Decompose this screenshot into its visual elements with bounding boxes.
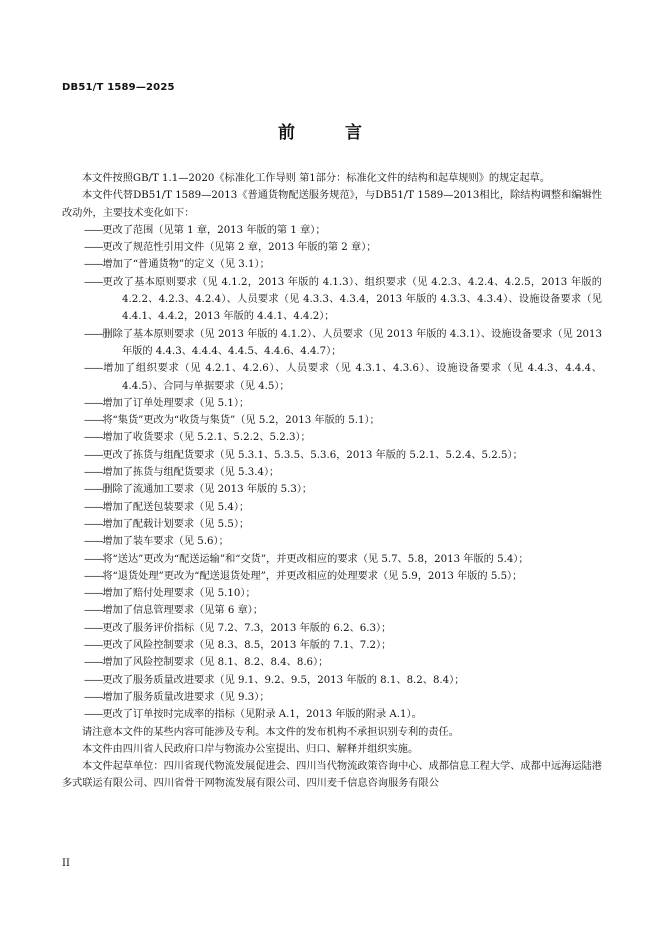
change-text: 更改了服务质量改进要求（见 9.1、9.2、9.5，2013 年版的 8.1、8.2、8.4）；	[102, 674, 465, 686]
changes-list	[62, 222, 602, 724]
list-dash: ——	[84, 691, 103, 703]
change-list-item	[62, 620, 602, 637]
change-text: 增加了信息管理要求（见第 6 章）；	[102, 605, 264, 617]
list-dash: ——	[84, 640, 103, 652]
change-list-item	[62, 222, 602, 239]
list-dash: ——	[84, 570, 103, 582]
change-list-item	[62, 256, 602, 273]
change-list-item	[62, 706, 602, 723]
change-list-item	[62, 568, 602, 585]
change-list-item	[62, 464, 602, 481]
change-list-item	[62, 447, 602, 464]
list-dash: ——	[84, 363, 103, 375]
list-dash: ——	[84, 518, 103, 530]
intro-paragraph: 本文件按照GB/T 1.1—2020《标准化工作导则 第1部分：标准化文件的结构和起草规则》的规定起草。	[82, 173, 551, 184]
list-dash: ——	[84, 605, 103, 617]
list-dash: ——	[84, 328, 103, 340]
intro-paragraph: 本文件代替DB51/T 1589—2013《普通货物配送服务规范》，与DB51/T 1589—2013相比，除结构调整和编辑性改动外，主要技术变化如下：	[62, 190, 602, 219]
change-text: 更改了规范性引用文件（见第 2 章，2013 年版的第 2 章）；	[102, 242, 377, 254]
change-text: 增加了组织要求（见 4.2.1、4.2.6）、人员要求（见 4.3.1、4.3.6）、设施设备要求（见 4.4.3、4.4.4、4.4.5）、合同与单据要求（见 4.5）；	[102, 363, 602, 392]
change-list-item	[62, 481, 602, 498]
list-dash: ——	[84, 467, 103, 479]
change-text: 删除了基本原则要求（见 2013 年版的 4.1.2）、人员要求（见 2013 年版的 4.3.1）、设施设备要求（见 2013 年版的 4.4.3、4.4.4、4.4.5、4.4.6、4.4.7）；	[102, 328, 602, 357]
document-body	[62, 170, 602, 793]
list-dash: ——	[84, 415, 103, 427]
list-dash: ——	[84, 397, 103, 409]
list-dash: ——	[84, 709, 103, 721]
change-list-item	[62, 395, 602, 412]
change-text: 更改了风险控制要求（见 8.3、8.5，2013 年版的 7.1、7.2）；	[102, 640, 392, 652]
list-dash: ——	[84, 242, 103, 254]
list-dash: ——	[84, 674, 103, 686]
change-text: 增加了配送包装要求（见 5.4）；	[102, 501, 250, 513]
change-list-item	[62, 602, 602, 619]
change-list-item	[62, 551, 602, 568]
change-text: 更改了拣货与组配货要求（见 5.3.1、5.3.5、5.3.6，2013 年版的 5.2.1、5.2.4、5.2.5）；	[102, 449, 523, 461]
change-list-item	[62, 239, 602, 256]
change-text: 增加了收货要求（见 5.2.1、5.2.2、5.2.3）；	[102, 432, 311, 444]
page-title: 前 言	[278, 123, 384, 143]
change-text: 增加了拣货与组配货要求（见 5.3.4）；	[102, 467, 280, 479]
change-list-item	[62, 360, 602, 395]
change-text: 增加了配载计划要求（见 5.5）；	[102, 518, 250, 530]
change-text: 将“送达”更改为“配送运输”和“交货”，并更改相应的要求（见 5.7、5.8，2013 年版的 5.4）；	[102, 553, 529, 565]
change-list-item	[62, 516, 602, 533]
change-list-item	[62, 689, 602, 706]
page-number: II	[62, 858, 70, 869]
change-text: 更改了订单按时完成率的指标（见附录 A.1，2013 年版的附录 A.1）。	[102, 709, 422, 721]
closing-paragraph: 本文件起草单位：四川省现代物流发展促进会、四川当代物流政策咨询中心、成都信息工程大学、成都中远海运陆港多式联运有限公司、四川省骨干网物流发展有限公司、四川麦千信息咨询服务有限公	[62, 761, 602, 790]
change-list-item	[62, 672, 602, 689]
list-dash: ——	[84, 657, 103, 669]
list-dash: ——	[84, 622, 103, 634]
list-dash: ——	[84, 484, 103, 496]
change-list-item	[62, 412, 602, 429]
change-text: 更改了范围（见第 1 章，2013 年版的第 1 章）；	[102, 224, 326, 236]
change-text: 更改了服务评价指标（见 7.2、7.3，2013 年版的 6.2、6.3）；	[102, 622, 392, 634]
list-dash: ——	[84, 224, 103, 236]
change-text: 增加了服务质量改进要求（见 9.3）；	[102, 691, 270, 703]
list-dash: ——	[84, 536, 103, 548]
change-text: 增加了赔付处理要求（见 5.10）；	[102, 588, 256, 600]
change-text: 将“集货”更改为“收货与集货”（见 5.2，2013 年版的 5.1）；	[102, 415, 380, 427]
closing-paragraph: 请注意本文件的某些内容可能涉及专利。本文件的发布机构不承担识别专利的责任。	[82, 726, 459, 738]
list-dash: ——	[84, 553, 103, 565]
change-list-item	[62, 637, 602, 654]
change-list-item	[62, 533, 602, 550]
change-text: 增加了订单处理要求（见 5.1）；	[102, 397, 250, 409]
change-list-item	[62, 654, 602, 671]
change-list-item	[62, 274, 602, 326]
list-dash: ——	[84, 501, 103, 513]
change-text: 增加了风险控制要求（见 8.1、8.2、8.4、8.6）；	[102, 657, 329, 669]
list-dash: ——	[84, 259, 103, 271]
list-dash: ——	[84, 588, 103, 600]
change-list-item	[62, 326, 602, 361]
change-text: 增加了“普通货物”的定义（见 3.1）；	[102, 259, 270, 271]
change-list-item	[62, 585, 602, 602]
change-text: 增加了装车要求（见 5.6）；	[102, 536, 229, 548]
list-dash: ——	[84, 449, 103, 461]
change-text: 删除了流通加工要求（见 2013 年版的 5.3）；	[102, 484, 313, 496]
change-text: 将“退货处理”更改为“配送退货处理”，并更改相应的处理要求（见 5.9，2013 年版的 5.5）；	[102, 570, 523, 582]
list-dash: ——	[84, 276, 103, 288]
change-text: 更改了基本原则要求（见 4.1.2，2013 年版的 4.1.3）、组织要求（见 4.2.3、4.2.4、4.2.5，2013 年版的 4.2.2、4.2.3、4.2.4）、人员要求（见 4.3.3、4.3.4，2013 年版的 4.3.3、4.3.4）、设施设备要求（见 4.4.1、4.4.2，2013 年版的 4.4.1、4.4.2）；	[102, 276, 602, 323]
change-list-item	[62, 499, 602, 516]
change-list-item	[62, 429, 602, 446]
document-header-code: DB51/T 1589—2025	[62, 82, 175, 93]
list-dash: ——	[84, 432, 103, 444]
closing-paragraph: 本文件由四川省人民政府口岸与物流办公室提出、归口、解释并组织实施。	[82, 743, 419, 755]
